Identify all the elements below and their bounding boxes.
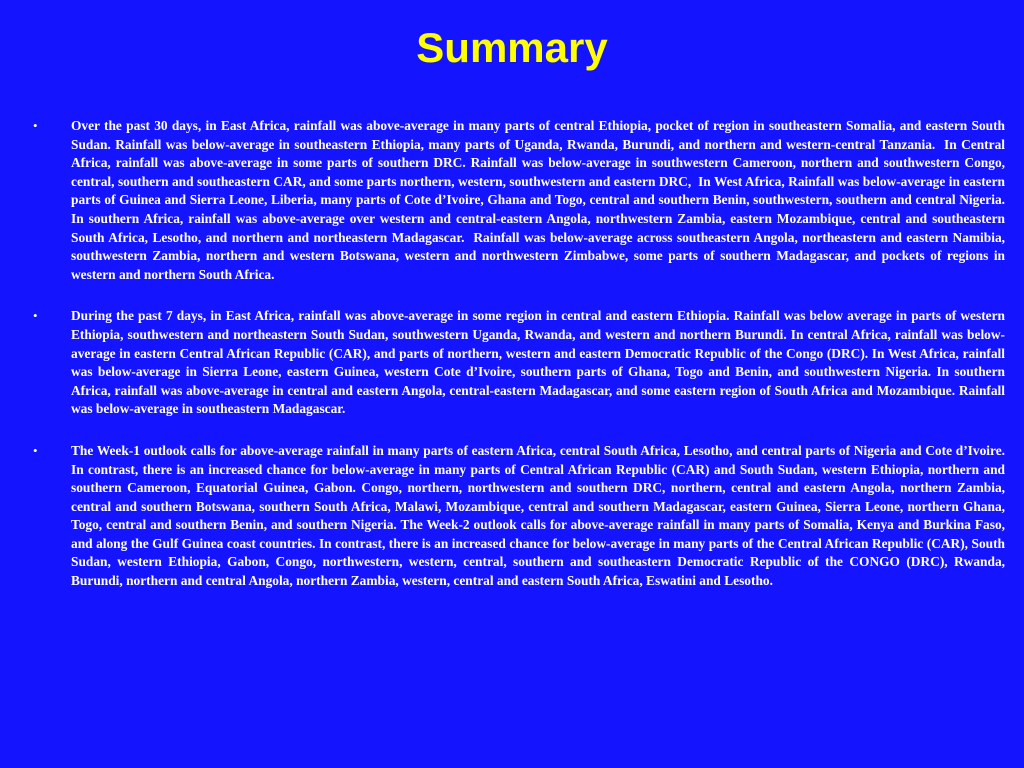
summary-bullet-7-day xyxy=(0,307,1024,419)
bullet-icon: • xyxy=(33,308,38,324)
bullet-text: The Week-1 outlook calls for above-average rainfall in many parts of eastern Africa, central South Africa, Lesotho, and central parts of Nigeria and Cote d’Ivoire. In contrast, there is an increased chance for below-average in many parts of Central African Republic (CAR) and South Sudan, western Ethiopia, northern and southern Cameroon, Equatorial Guinea, Gabon. Congo, northern, northwestern and southern DRC, northern, central and eastern Angola, northern Zambia, central and southern Botswana, southern South Africa, Malawi, Mozambique, central and southern Madagascar, eastern Guinea, Sierra Leone, northern Ghana, Togo, central and southern Benin, and southern Nigeria. The Week-2 outlook calls for above-average rainfall in many parts of Somalia, Kenya and Burkina Faso, and along the Gulf Guinea coast countries. In contrast, there is an increased chance for below-average in many parts of the Central African Republic (CAR), South Sudan, western Ethiopia, Gabon, Congo, northwestern, western, central, southern and southeastern Democratic Republic of the CONGO (DRC), Rwanda, Burundi, northern and central Angola, northern Zambia, western, central and eastern South Africa, Eswatini and Lesotho. xyxy=(71,442,1009,589)
bullet-text: Over the past 30 days, in East Africa, rainfall was above-average in many parts of central Ethiopia, pocket of region in southeastern Somalia, and eastern South Sudan. Rainfall was below-average in southeastern Ethiopia, many parts of Uganda, Rwanda, Burundi, and northern and western-central Tanzania. In Central Africa, rainfall was above-average in some parts of southern DRC. Rainfall was below-average in southwestern Cameroon, northern and southwestern Congo, central, southern and southeastern CAR, and some parts northern, western, southwestern and eastern DRC, In West Africa, Rainfall was below-average in eastern parts of Guinea and Sierra Leone, Liberia, many parts of Cote d’Ivoire, Ghana and Togo, central and southern Benin, southwestern, southern and central Nigeria. In southern Africa, rainfall was above-average over western and central-eastern Angola, northwestern Zambia, eastern Mozambique, central and southeastern South Africa, Lesotho, and northern and northeastern Madagascar. Rainfall was below-average across southeastern Angola, northeastern and eastern Namibia, southwestern Zambia, northern and western Botswana, western and northwestern Zimbabwe, some parts of southern Madagascar, and pockets of regions in western and northern South Africa. xyxy=(71,118,1009,282)
summary-bullet-outlook xyxy=(0,442,1024,591)
bullet-icon: • xyxy=(33,118,38,133)
slide-title: Summary xyxy=(416,24,608,71)
summary-bullet-list xyxy=(0,117,1024,614)
bullet-icon: • xyxy=(33,442,38,458)
bullet-text: During the past 7 days, in East Africa, rainfall was above-average in some region in central and eastern Ethiopia. Rainfall was below average in parts of western Ethiopia, southwestern and northeastern South Sudan, southwestern Uganda, Rwanda, and western and northern Burundi. In central Africa, rainfall was below-average in eastern Central African Republic (CAR), and parts of northern, western and eastern Democratic Republic of the Congo (DRC). In West Africa, rainfall was below-average in Sierra Leone, eastern Guinea, western Cote d’Ivoire, southern parts of Ghana, Togo and Benin, and southwestern Nigeria. In southern Africa, rainfall was above-average in central and eastern Angola, central-eastern Madagascar, and some eastern region of South Africa and Mozambique. Rainfall was below-average in southeastern Madagascar. xyxy=(71,308,1009,417)
summary-bullet-30-day xyxy=(0,117,1024,284)
